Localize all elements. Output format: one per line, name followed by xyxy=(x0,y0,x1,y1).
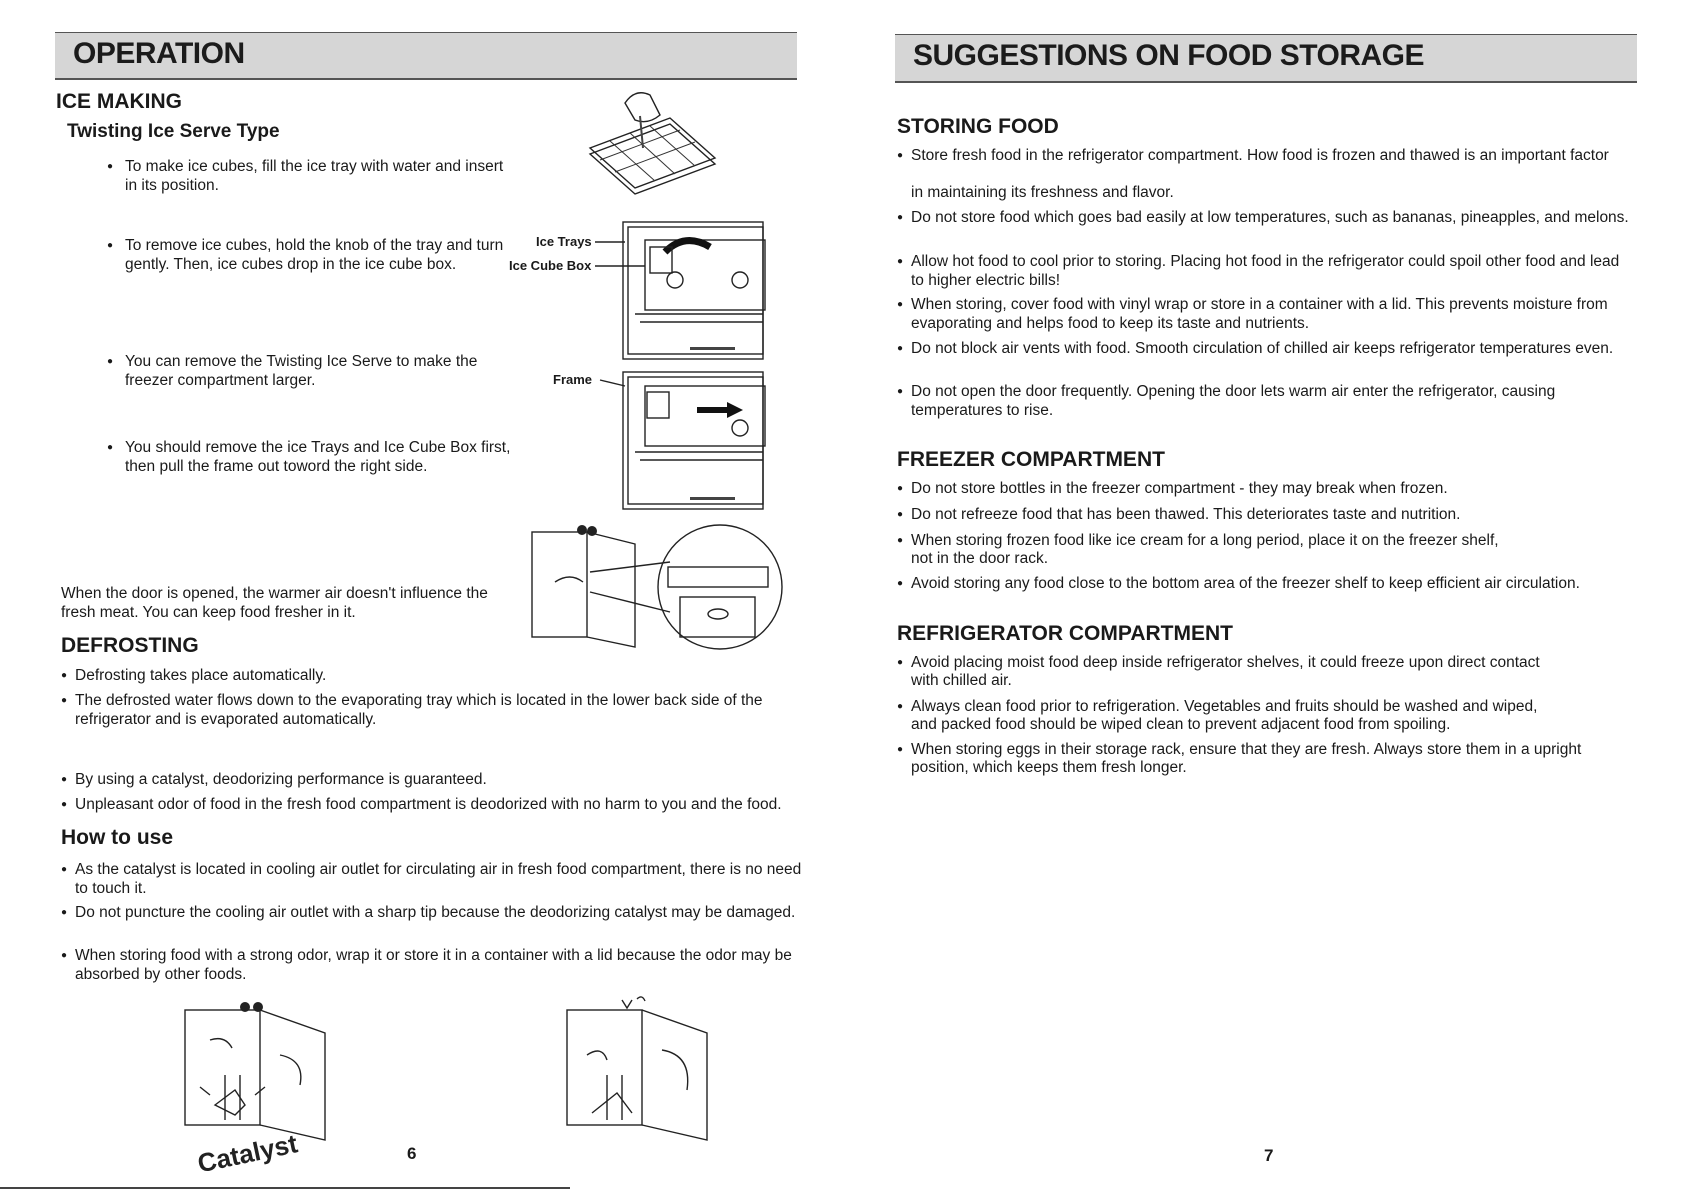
frame-label: Frame xyxy=(553,372,593,387)
twisting-ice-serve-subtitle: Twisting Ice Serve Type xyxy=(67,121,280,142)
catalyst-fridge-happy-illustration xyxy=(180,995,330,1145)
catalyst-label: Catalyst xyxy=(194,1128,301,1179)
storing-bullet-3: ● Allow hot food to cool prior to storing. Placing hot food in the refrigerator could spoil other food and lead to higher electric bills! xyxy=(897,252,1631,290)
storing-bullet-1: ● Store fresh food in the refrigerator compartment. How food is frozen and thawed is an important factor xyxy=(897,146,1621,165)
bottom-rule xyxy=(0,1187,570,1189)
refrigerator-bullet-2-cont: and packed food should be wiped clean to prevent adjacent food from spoiling. xyxy=(911,716,1451,733)
how-to-use-title: How to use xyxy=(61,826,174,849)
operation-header xyxy=(55,32,797,80)
refrigerator-bullet-1-cont: with chilled air. xyxy=(911,672,1012,689)
how-to-use-bullet-3: ● When storing food with a strong odor, wrap it or store it in a container with a lid because the odor may be absorbed by other foods. xyxy=(61,946,815,984)
freezer-bullet-2: ● Do not refreeze food that has been thawed. This deteriorates taste and nutrition. xyxy=(897,505,1651,524)
fresh-meat-door-illustration xyxy=(530,522,780,662)
ice-bullet-3: ● You can remove the Twisting Ice Serve to make the freezer compartment larger. xyxy=(107,352,517,390)
deodorizer-bullet-1: ● By using a catalyst, deodorizing performance is guaranteed. xyxy=(61,770,825,789)
defrosting-bullet-2: ● The defrosted water flows down to the evaporating tray which is located in the lower back side of the refrigerator and is evaporated automatically. xyxy=(61,691,805,729)
storing-bullet-1-cont: in maintaining its freshness and flavor. xyxy=(911,184,1174,201)
page-number-7: 7 xyxy=(1264,1146,1274,1165)
freezer-frame-removal-diagram xyxy=(595,372,760,512)
deodorizer-bullet-2: ● Unpleasant odor of food in the fresh food compartment is deodorized with no harm to you and the food. xyxy=(61,795,845,814)
storing-bullet-6: ● Do not open the door frequently. Opening the door lets warm air enter the refrigerator, causing temperatures to rise. xyxy=(897,382,1631,420)
refrigerator-bullet-3: ● When storing eggs in their storage rack, ensure that they are fresh. Always store them in a upright xyxy=(897,740,1671,759)
refrigerator-bullet-2: ● Always clean food prior to refrigeration. Vegetables and fruits should be washed and wiped, xyxy=(897,697,1651,716)
freezer-ice-removal-diagram xyxy=(595,222,760,362)
ice-tray-illustration xyxy=(585,88,725,208)
how-to-use-bullet-2: ● Do not puncture the cooling air outlet with a sharp tip because the deodorizing catalyst may be damaged. xyxy=(61,903,805,922)
freezer-bullet-3-cont: not in the door rack. xyxy=(911,550,1048,567)
food-storage-header xyxy=(895,34,1637,83)
food-storage-title: SUGGESTIONS ON FOOD STORAGE xyxy=(913,39,1425,72)
ice-bullet-1: ● To make ice cubes, fill the ice tray with water and insert in its position. xyxy=(107,157,505,195)
defrosting-title: DEFROSTING xyxy=(61,634,199,657)
page-number-6: 6 xyxy=(407,1144,417,1163)
ice-cube-box-label: Ice Cube Box xyxy=(509,258,592,273)
refrigerator-compartment-title: REFRIGERATOR COMPARTMENT xyxy=(897,622,1233,645)
odor-fridge-unhappy-illustration xyxy=(562,995,712,1145)
ice-bullet-4: ● You should remove the ice Trays and Ice Cube Box first, then pull the frame out toword the right side. xyxy=(107,438,517,476)
storing-bullet-2: ● Do not store food which goes bad easily at low temperatures, such as bananas, pineapples, and melons. xyxy=(897,208,1631,227)
storing-bullet-5: ● Do not block air vents with food. Smooth circulation of chilled air keeps refrigerator temperatures even. xyxy=(897,339,1631,358)
ice-bullet-2: ● To remove ice cubes, hold the knob of the tray and turn gently. Then, ice cubes drop in the ice cube box. xyxy=(107,236,505,274)
freezer-bullet-1: ● Do not store bottles in the freezer compartment - they may break when frozen. xyxy=(897,479,1651,498)
ice-trays-label: Ice Trays xyxy=(536,234,592,249)
operation-title: OPERATION xyxy=(73,37,245,70)
freezer-bullet-4: ● Avoid storing any food close to the bottom area of the freezer shelf to keep efficient air circulation. xyxy=(897,574,1671,593)
how-to-use-bullet-1: ● As the catalyst is located in cooling air outlet for circulating air in fresh food compartment, there is no need to touch it. xyxy=(61,860,805,898)
freezer-compartment-title: FREEZER COMPARTMENT xyxy=(897,448,1165,471)
ice-making-title: ICE MAKING xyxy=(56,90,182,113)
fresh-meat-note: When the door is opened, the warmer air doesn't influence the fresh meat. You can keep food fresher in it. xyxy=(61,585,488,621)
storing-bullet-4: ● When storing, cover food with vinyl wrap or store in a container with a lid. This prevents moisture from evaporating and helps food to keep its taste and nutrients. xyxy=(897,295,1656,333)
catalyst-curved-text xyxy=(194,1125,305,1179)
refrigerator-bullet-1: ● Avoid placing moist food deep inside refrigerator shelves, it could freeze upon direct contact xyxy=(897,653,1651,672)
defrosting-bullet-1: ● Defrosting takes place automatically. xyxy=(61,666,815,685)
refrigerator-bullet-3-cont: position, which keeps them fresh longer. xyxy=(911,759,1187,776)
storing-food-title: STORING FOOD xyxy=(897,115,1059,138)
freezer-bullet-3: ● When storing frozen food like ice cream for a long period, place it on the freezer shelf, xyxy=(897,531,1651,550)
